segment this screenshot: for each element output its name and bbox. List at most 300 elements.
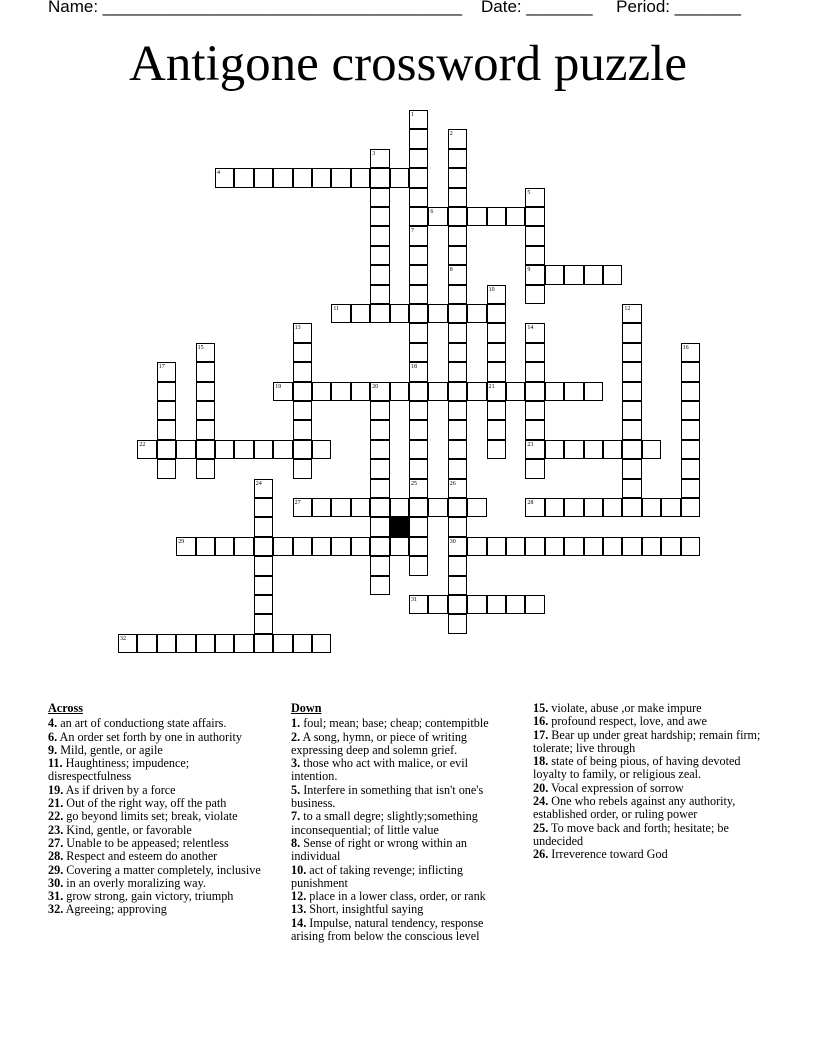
grid-cell[interactable] [293,362,312,381]
grid-cell[interactable] [448,556,467,575]
grid-cell[interactable] [448,246,467,265]
clue-number: 28. [48,849,64,864]
down-clue-list [291,717,513,943]
grid-cell[interactable] [196,382,215,401]
grid-cell[interactable] [584,498,603,517]
grid-cell[interactable] [215,440,234,459]
clue-item [291,864,513,891]
grid-cell[interactable] [506,537,525,556]
grid-cell[interactable] [681,459,700,478]
clue-item [48,903,274,916]
name-field-label[interactable]: Name: ______________________________________ [48,0,463,16]
grid-cell[interactable] [196,440,215,459]
grid-cell[interactable] [370,440,389,459]
grid-cell[interactable] [390,537,409,556]
grid-cell[interactable] [370,188,389,207]
grid-cell[interactable] [661,498,680,517]
clue-text: Haughtiness; impudence; disrespectfulness [48,756,190,784]
grid-cell[interactable] [254,614,273,633]
grid-cell[interactable] [545,265,564,284]
clue-number-label: 6 [430,209,434,215]
clue-item [291,717,513,730]
grid-cell[interactable] [448,207,467,226]
grid-cell[interactable] [273,168,292,187]
down-heading: Down [291,701,322,715]
grid-cell[interactable] [312,498,331,517]
grid-cell[interactable] [312,537,331,556]
clue-text: place in a lower class, order, or rank [306,889,486,904]
grid-cell[interactable] [564,382,583,401]
grid-cell[interactable] [545,440,564,459]
clue-item [48,784,274,797]
grid-cell[interactable] [603,265,622,284]
grid-cell[interactable] [331,382,350,401]
grid-cell[interactable] [681,401,700,420]
grid-cell[interactable] [467,498,486,517]
grid-cell[interactable] [293,168,312,187]
grid-cell[interactable] [622,362,641,381]
clue-text: One who rebels against any authority, established order, or ruling power [533,794,736,822]
clue-text: Mild, gentle, or agile [57,742,163,757]
grid-cell[interactable] [681,420,700,439]
grid-cell[interactable] [409,401,428,420]
clue-item [533,795,771,822]
grid-cell[interactable] [390,304,409,323]
clue-number-label: 27 [294,500,301,506]
clue-number-label: 15 [197,344,204,351]
grid-cell[interactable] [661,537,680,556]
grid-cell[interactable] [487,440,506,459]
grid-cell[interactable] [157,634,176,653]
grid-cell[interactable] [487,343,506,362]
grid-cell[interactable] [254,576,273,595]
clue-item [533,729,771,756]
grid-cell[interactable] [234,168,253,187]
grid-cell[interactable] [448,440,467,459]
clue-item [48,837,274,850]
clue-text: Impulse, natural tendency, response arising from below the conscious level [291,915,484,944]
grid-cell[interactable] [506,595,525,614]
grid-cell[interactable] [331,537,350,556]
grid-cell[interactable] [681,440,700,459]
grid-cell[interactable] [584,265,603,284]
grid-cell[interactable] [603,498,622,517]
clue-text: profound respect, love, and awe [548,714,707,729]
grid-cell[interactable] [487,420,506,439]
grid-cell[interactable] [448,323,467,342]
clue-item [533,848,771,861]
grid-cell[interactable] [390,498,409,517]
grid-cell[interactable] [487,537,506,556]
grid-cell[interactable] [448,188,467,207]
grid-cell[interactable] [196,537,215,556]
clue-text: Agreeing; approving [63,902,167,917]
grid-cell[interactable] [525,537,544,556]
grid-cell[interactable] [448,420,467,439]
grid-cell[interactable] [312,634,331,653]
clues-column-3 [533,702,771,862]
clue-number: 5. [291,782,301,797]
grid-cell[interactable] [254,168,273,187]
clues-column-2 [291,702,513,943]
grid-cell[interactable] [390,168,409,187]
clue-item [48,731,274,744]
grid-cell[interactable] [370,304,389,323]
grid-cell[interactable] [312,382,331,401]
clue-text: Respect and esteem do another [63,849,218,864]
grid-cell[interactable] [525,207,544,226]
grid-cell[interactable] [273,440,292,459]
grid-cell[interactable] [448,343,467,362]
grid-cell[interactable] [273,634,292,653]
grid-cell[interactable] [603,440,622,459]
grid-cell[interactable] [448,401,467,420]
grid-cell[interactable] [564,498,583,517]
grid-cell[interactable] [370,537,389,556]
clue-item [291,890,513,903]
grid-cell[interactable] [351,498,370,517]
grid-cell[interactable] [467,382,486,401]
grid-cell[interactable] [196,401,215,420]
grid-cell[interactable] [622,401,641,420]
grid-cell[interactable] [370,576,389,595]
clue-number-label: 20 [372,383,379,390]
clue-number-label: 28 [527,500,534,506]
clue-number-label: 32 [120,635,126,642]
clue-number: 2. [291,729,301,744]
grid-cell[interactable] [428,304,447,323]
grid-cell[interactable] [448,285,467,304]
grid-cell[interactable] [448,304,467,323]
grid-cell[interactable] [370,168,389,187]
grid-cell[interactable] [293,440,312,459]
grid-cell[interactable] [196,420,215,439]
grid-cell[interactable] [487,401,506,420]
clue-number: 7. [291,809,301,824]
grid-cell[interactable] [525,420,544,439]
grid-cell[interactable] [196,362,215,381]
grid-cell[interactable] [273,537,292,556]
grid-cell[interactable] [622,498,641,517]
grid-cell[interactable] [487,362,506,381]
grid-cell[interactable] [467,537,486,556]
grid-cell[interactable] [176,634,195,653]
grid-cell[interactable] [467,207,486,226]
grid-cell[interactable] [525,382,544,401]
grid-cell[interactable] [409,420,428,439]
grid-cell[interactable] [370,285,389,304]
clue-item [533,822,771,849]
clue-number: 17. [533,727,549,742]
grid-cell[interactable] [234,537,253,556]
grid-cell[interactable] [448,517,467,536]
grid-cell[interactable] [525,401,544,420]
grid-cell[interactable] [176,440,195,459]
grid-cell[interactable] [293,401,312,420]
grid-cell[interactable] [370,207,389,226]
clue-number: 22. [48,809,64,824]
grid-cell[interactable] [137,634,156,653]
grid-cell[interactable] [254,634,273,653]
grid-cell[interactable] [622,459,641,478]
grid-cell[interactable] [681,362,700,381]
clue-text: Bear up under great hardship; remain firm; tolerate; live through [533,727,761,755]
grid-cell[interactable] [409,265,428,284]
clue-text: A song, hymn, or piece of writing expressing deep and solemn grief. [291,729,468,757]
grid-cell[interactable] [409,285,428,304]
grid-cell[interactable] [448,362,467,381]
clue-number-label: 7 [411,228,414,235]
clue-item [48,890,274,903]
grid-cell[interactable] [584,537,603,556]
clue-number-label: 26 [449,480,456,487]
grid-cell[interactable] [409,517,428,536]
clue-number-label: 5 [527,189,531,196]
grid-cell[interactable] [487,207,506,226]
grid-cell[interactable] [215,537,234,556]
grid-cell[interactable] [409,168,428,187]
clue-item [291,810,513,837]
grid-cell[interactable] [293,634,312,653]
clue-number: 19. [48,782,64,797]
grid-cell[interactable] [545,382,564,401]
grid-cell[interactable] [409,382,428,401]
clue-number: 6. [48,729,58,744]
grid-cell[interactable] [448,168,467,187]
grid-cell[interactable] [254,498,273,517]
clue-number-label: 4 [217,170,220,177]
grid-cell[interactable] [234,440,253,459]
grid-cell[interactable] [564,537,583,556]
across-heading: Across [48,701,83,715]
clue-text: Irreverence toward God [548,847,668,862]
grid-cell[interactable] [622,343,641,362]
clue-text: Unable to be appeased; relentless [63,835,229,850]
clue-number: 30. [48,875,64,890]
clue-item [48,757,274,784]
grid-cell[interactable] [584,440,603,459]
grid-cell[interactable] [293,459,312,478]
grid-cell[interactable] [196,634,215,653]
clue-text: Sense of right or wrong within an individual [291,835,468,864]
grid-cell[interactable] [545,537,564,556]
grid-cell[interactable] [293,382,312,401]
clue-item [533,782,771,795]
grid-cell[interactable] [409,440,428,459]
grid-cell[interactable] [370,479,389,498]
clue-text: act of taking revenge; inflicting punishment [291,862,463,890]
grid-cell[interactable] [331,498,350,517]
grid-cell[interactable] [370,517,389,536]
grid-cell[interactable] [409,556,428,575]
clues-column-1 [48,702,274,917]
grid-cell[interactable] [254,556,273,575]
clue-item [48,717,274,730]
clue-item [291,837,513,864]
grid-cell[interactable] [448,498,467,517]
grid-cell[interactable] [234,634,253,653]
grid-cell[interactable] [254,440,273,459]
grid-cell[interactable] [622,479,641,498]
clue-number-label: 9 [527,267,531,274]
grid-cell[interactable] [622,420,641,439]
grid-cell[interactable] [254,517,273,536]
clue-text: Vocal expression of sorrow [548,780,684,795]
across-clue-list [48,717,274,916]
clue-number-label: 25 [411,480,417,487]
grid-cell[interactable] [157,382,176,401]
grid-cell[interactable] [409,129,428,148]
period-field-label[interactable]: Period: _______ [616,0,741,16]
grid-cell[interactable] [545,498,564,517]
grid-cell[interactable] [681,479,700,498]
grid-cell[interactable] [448,459,467,478]
grid-cell[interactable] [254,595,273,614]
grid-cell[interactable] [622,537,641,556]
grid-cell[interactable] [603,537,622,556]
grid-cell[interactable] [467,304,486,323]
grid-cell[interactable] [525,595,544,614]
grid-cell[interactable] [370,226,389,245]
grid-cell[interactable] [487,595,506,614]
grid-cell[interactable] [448,614,467,633]
grid-cell[interactable] [622,382,641,401]
grid-cell[interactable] [564,440,583,459]
grid-cell[interactable] [157,420,176,439]
grid-cell[interactable] [157,459,176,478]
grid-cell[interactable] [351,168,370,187]
grid-cell[interactable] [157,440,176,459]
clue-text: As if driven by a force [63,782,176,797]
grid-cell[interactable] [351,304,370,323]
grid-cell[interactable] [370,246,389,265]
grid-cell[interactable] [642,537,661,556]
grid-cell[interactable] [409,537,428,556]
grid-cell[interactable] [622,440,641,459]
grid-cell[interactable] [564,265,583,284]
grid-cell[interactable] [622,323,641,342]
grid-cell[interactable] [293,420,312,439]
grid-cell[interactable] [525,285,544,304]
clue-text: An order set forth by one in authority [57,729,242,744]
grid-cell[interactable] [409,498,428,517]
grid-cell[interactable] [487,304,506,323]
clue-number: 18. [533,754,549,769]
grid-cell[interactable] [448,382,467,401]
grid-cell[interactable] [351,382,370,401]
grid-cell[interactable] [254,537,273,556]
clue-number: 3. [291,756,301,771]
grid-cell[interactable] [487,323,506,342]
grid-cell[interactable] [370,420,389,439]
clue-item [533,755,771,782]
grid-cell[interactable] [293,343,312,362]
grid-cell[interactable] [448,226,467,245]
grid-cell[interactable] [370,556,389,575]
grid-cell[interactable] [506,382,525,401]
grid-cell[interactable] [312,440,331,459]
grid-cell[interactable] [428,595,447,614]
page-title: Antigone crossword puzzle [128,36,687,92]
clue-number-label: 14 [527,325,534,332]
clue-number-label: 24 [255,480,262,487]
clue-number: 27. [48,835,64,850]
clue-number: 4. [48,716,58,731]
grid-cell[interactable] [448,149,467,168]
clue-item [48,824,274,837]
grid-block-cell [390,517,409,536]
down-clue-list-continued [533,702,771,862]
grid-cell[interactable] [370,459,389,478]
grid-cell[interactable] [370,401,389,420]
grid-cell[interactable] [370,265,389,284]
grid-cell[interactable] [409,207,428,226]
grid-cell[interactable] [428,498,447,517]
grid-cell[interactable] [409,188,428,207]
grid-cell[interactable] [584,382,603,401]
grid-cell[interactable] [448,595,467,614]
grid-cell[interactable] [157,401,176,420]
grid-cell[interactable] [351,537,370,556]
grid-cell[interactable] [370,498,389,517]
grid-cell[interactable] [196,459,215,478]
clue-number: 11. [48,756,63,771]
clue-item [533,715,771,728]
clue-number: 12. [291,889,307,904]
grid-cell[interactable] [409,323,428,342]
grid-cell[interactable] [642,440,661,459]
clue-item [291,731,513,758]
grid-cell[interactable] [525,226,544,245]
grid-cell[interactable] [525,459,544,478]
clue-text: those who act with malice, or evil intention. [291,756,469,784]
grid-cell[interactable] [467,595,486,614]
date-field-label[interactable]: Date: _______ [480,0,593,16]
clue-item [533,702,771,715]
grid-cell[interactable] [525,362,544,381]
clue-text: Interfere in something that isn't one's business. [291,782,484,811]
grid-cell[interactable] [525,343,544,362]
clue-number: 29. [48,862,64,877]
clue-number: 14. [291,915,307,930]
grid-cell[interactable] [642,498,661,517]
grid-cell[interactable] [525,246,544,265]
grid-cell[interactable] [312,168,331,187]
grid-cell[interactable] [448,576,467,595]
grid-cell[interactable] [409,246,428,265]
grid-cell[interactable] [390,382,409,401]
clue-number-label: 12 [624,306,631,312]
grid-cell[interactable] [293,537,312,556]
clue-number-label: 29 [178,538,185,545]
grid-cell[interactable] [681,498,700,517]
clue-text: Covering a matter completely, inclusive [63,862,261,877]
clue-number: 21. [48,796,64,811]
clue-number: 32. [48,902,64,917]
clue-text: to a small degre; slightly;something inconsequential; of little value [291,809,478,837]
grid-cell[interactable] [331,168,350,187]
grid-cell[interactable] [409,149,428,168]
grid-cell[interactable] [506,207,525,226]
grid-cell[interactable] [428,382,447,401]
grid-cell[interactable] [681,382,700,401]
grid-cell[interactable] [409,304,428,323]
grid-cell[interactable] [409,343,428,362]
grid-cell[interactable] [215,634,234,653]
clue-text: foul; mean; base; cheap; contempitble [300,716,489,731]
grid-cell[interactable] [681,537,700,556]
grid-cell[interactable] [409,459,428,478]
